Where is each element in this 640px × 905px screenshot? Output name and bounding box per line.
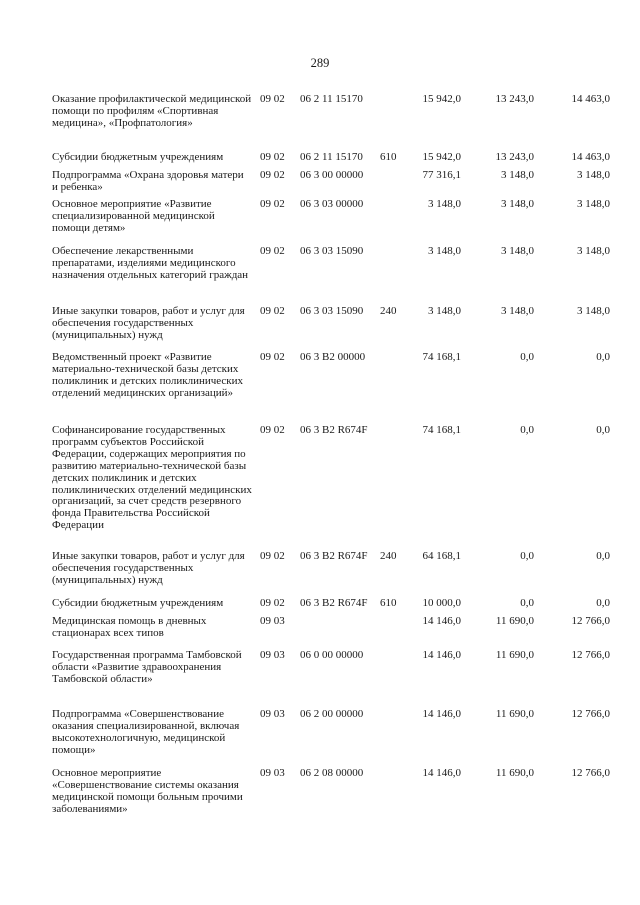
row-value-1: 14 146,0 — [422, 615, 461, 627]
row-csr: 06 0 00 00000 — [300, 649, 364, 661]
row-vr: 240 — [380, 550, 397, 562]
row-name: Иные закупки товаров, работ и услуг для обеспечения государственных (муниципальных) нужд — [52, 305, 245, 341]
row-value-3: 3 148,0 — [577, 198, 610, 210]
row-section: 09 02 — [260, 93, 285, 105]
row-value-3: 0,0 — [596, 351, 610, 363]
row-name: Подпрограмма «Охрана здоровья матери и ребенка» — [52, 169, 244, 193]
row-value-1: 15 942,0 — [422, 93, 461, 105]
row-name: Иные закупки товаров, работ и услуг для обеспечения государственных (муниципальных) нужд — [52, 550, 245, 586]
row-section: 09 03 — [260, 708, 285, 720]
row-value-3: 12 766,0 — [571, 649, 610, 661]
row-value-1: 3 148,0 — [428, 305, 461, 317]
row-value-1: 3 148,0 — [428, 245, 461, 257]
row-value-1: 64 168,1 — [422, 550, 461, 562]
row-value-1: 15 942,0 — [422, 151, 461, 163]
row-value-1: 10 000,0 — [422, 597, 461, 609]
row-name: Субсидии бюджетным учреждениям — [52, 151, 224, 163]
row-value-3: 14 463,0 — [571, 93, 610, 105]
row-value-2: 11 690,0 — [495, 649, 534, 661]
row-value-3: 3 148,0 — [577, 305, 610, 317]
row-name: Подпрограмма «Совершенствование оказания специализированной, включая высокотехнологичную, медицинской помощи» — [52, 708, 240, 756]
row-value-1: 74 168,1 — [422, 424, 461, 436]
row-csr: 06 3 03 15090 — [300, 245, 364, 257]
row-value-2: 11 690,0 — [495, 767, 534, 779]
row-section: 09 02 — [260, 198, 285, 210]
row-value-1: 14 146,0 — [422, 649, 461, 661]
row-value-3: 3 148,0 — [577, 169, 610, 181]
row-value-3: 12 766,0 — [571, 708, 610, 720]
row-value-1: 14 146,0 — [422, 767, 461, 779]
row-value-2: 11 690,0 — [495, 615, 534, 627]
row-value-2: 0,0 — [520, 550, 534, 562]
row-csr: 06 2 11 15170 — [300, 151, 363, 163]
row-section: 09 02 — [260, 151, 285, 163]
row-name: Основное мероприятие «Совершенствование системы оказания медицинской помощи больным прочими заболеваниями» — [52, 767, 243, 815]
row-value-3: 0,0 — [596, 550, 610, 562]
row-vr: 240 — [380, 305, 397, 317]
row-name: Медицинская помощь в дневных стационарах всех типов — [52, 615, 207, 639]
row-name: Софинансирование государственных программ субъектов Российской Федерации, содержащих мероприятия по развитию материально-технической базы детских поликлиник и детских поликлинических отделений медицинских организаций, за счет средств резервного фонда Правительства Российской Федерации — [52, 424, 252, 532]
row-value-2: 3 148,0 — [501, 198, 534, 210]
row-value-2: 3 148,0 — [501, 245, 534, 257]
row-vr: 610 — [380, 151, 397, 163]
row-name: Обеспечение лекарственными препаратами, изделиями медицинского назначения отдельных категорий граждан — [52, 245, 249, 281]
row-value-3: 12 766,0 — [571, 767, 610, 779]
row-name: Основное мероприятие «Развитие специализированной медицинской помощи детям» — [52, 198, 215, 234]
row-csr: 06 2 11 15170 — [300, 93, 363, 105]
row-value-2: 11 690,0 — [495, 708, 534, 720]
row-section: 09 03 — [260, 649, 285, 661]
row-value-2: 0,0 — [520, 597, 534, 609]
row-section: 09 02 — [260, 351, 285, 363]
row-value-2: 0,0 — [520, 424, 534, 436]
row-value-1: 3 148,0 — [428, 198, 461, 210]
row-value-3: 12 766,0 — [571, 615, 610, 627]
row-value-3: 0,0 — [596, 424, 610, 436]
row-section: 09 02 — [260, 245, 285, 257]
row-vr: 610 — [380, 597, 397, 609]
row-section: 09 03 — [260, 615, 285, 627]
row-value-3: 0,0 — [596, 597, 610, 609]
row-name: Субсидии бюджетным учреждениям — [52, 597, 224, 609]
row-csr: 06 2 08 00000 — [300, 767, 364, 779]
row-csr: 06 3 03 15090 — [300, 305, 364, 317]
row-value-2: 0,0 — [520, 351, 534, 363]
row-name: Оказание профилактической медицинской помощи по профилям «Спортивная медицина», «Профпатология» — [52, 93, 252, 129]
row-value-2: 13 243,0 — [495, 151, 534, 163]
row-value-2: 13 243,0 — [495, 93, 534, 105]
row-section: 09 03 — [260, 767, 285, 779]
row-csr: 06 3 В2 R674F — [300, 424, 368, 436]
row-section: 09 02 — [260, 169, 285, 181]
row-name: Государственная программа Тамбовской области «Развитие здравоохранения Тамбовской области» — [52, 649, 242, 685]
row-value-2: 3 148,0 — [501, 305, 534, 317]
row-csr: 06 3 В2 R674F — [300, 550, 368, 562]
row-name: Ведомственный проект «Развитие материально-технической базы детских поликлиник и детских поликлинических отделений медицинских организаций» — [52, 351, 244, 399]
row-section: 09 02 — [260, 305, 285, 317]
row-csr: 06 3 В2 R674F — [300, 597, 368, 609]
row-csr: 06 3 03 00000 — [300, 198, 364, 210]
row-value-2: 3 148,0 — [501, 169, 534, 181]
row-value-3: 14 463,0 — [571, 151, 610, 163]
row-value-1: 74 168,1 — [422, 351, 461, 363]
row-value-3: 3 148,0 — [577, 245, 610, 257]
row-value-1: 77 316,1 — [422, 169, 461, 181]
row-section: 09 02 — [260, 597, 285, 609]
row-section: 09 02 — [260, 424, 285, 436]
row-csr: 06 2 00 00000 — [300, 708, 364, 720]
row-value-1: 14 146,0 — [422, 708, 461, 720]
page-number: 289 — [310, 56, 330, 70]
row-section: 09 02 — [260, 550, 285, 562]
row-csr: 06 3 00 00000 — [300, 169, 364, 181]
row-csr: 06 3 В2 00000 — [300, 351, 366, 363]
